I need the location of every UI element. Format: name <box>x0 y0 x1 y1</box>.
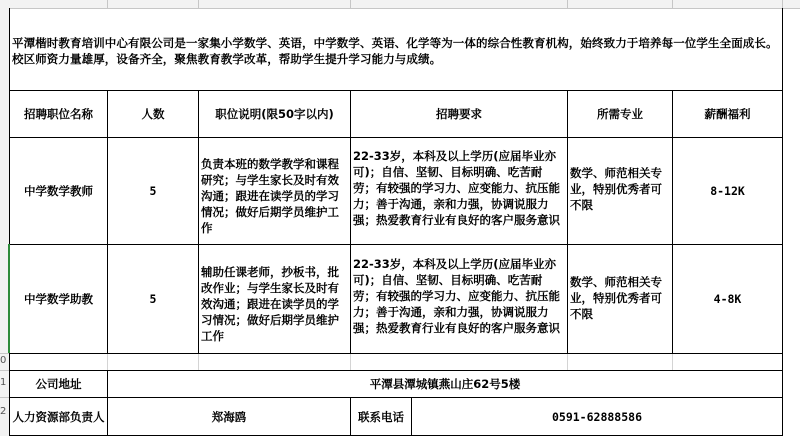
header-salary[interactable]: 薪酬福利 <box>704 107 751 121</box>
header-count[interactable]: 人数 <box>141 107 165 121</box>
phone-label[interactable]: 联系电话 <box>358 409 404 424</box>
job-salary[interactable]: 8-12K <box>710 184 745 198</box>
job-description[interactable]: 负责本班的数学教学和课程研究；与学生家长及时有效沟通；跟进在读学员的学习情况；做好后期学员维护工作 <box>201 157 339 235</box>
header-position[interactable]: 招聘职位名称 <box>24 107 93 121</box>
address-value[interactable]: 平潭县潭城镇燕山庄62号5楼 <box>369 377 521 391</box>
row-number-12[interactable]: 2 <box>0 406 7 417</box>
address-label[interactable]: 公司地址 <box>35 377 82 391</box>
row-number-10[interactable]: 0 <box>0 355 7 366</box>
job-description[interactable]: 辅助任课老师，抄板书，批改作业；与学生家长及时有效沟通；跟进在读学员的学习情况；做好后期学员维护工作 <box>201 265 339 343</box>
job-major[interactable]: 数学、师范相关专业，特别优秀者可不限 <box>570 166 662 212</box>
phone-value[interactable]: 0591-62888586 <box>551 409 642 424</box>
job-requirements[interactable]: 22-33岁，本科及以上学历(应届毕业亦可)；自信、坚韧、目标明确、吃苦耐劳；有较强的学习力、应变能力、抗压能力；善于沟通，亲和力强，协调说服力强；热爱教育行业有良好的客户服务意识 <box>353 257 560 335</box>
job-salary[interactable]: 4-8K <box>713 292 742 306</box>
header-description[interactable]: 职位说明(限50字以内) <box>215 107 334 121</box>
hr-label[interactable]: 人力资源部负责人 <box>12 409 105 424</box>
job-count[interactable]: 5 <box>149 184 157 198</box>
job-requirements[interactable]: 22-33岁，本科及以上学历(应届毕业亦可)；自信、坚韧、目标明确、吃苦耐劳；有较强的学习力、应变能力、抗压能力；善于沟通，亲和力强，协调说服力强；热爱教育行业有良好的客户服务意识 <box>353 149 560 227</box>
job-major[interactable]: 数学、师范相关专业，特别优秀者可不限 <box>570 275 662 321</box>
job-count[interactable]: 5 <box>149 292 157 306</box>
job-position[interactable]: 中学数学教师 <box>24 184 93 198</box>
job-position[interactable]: 中学数学助教 <box>24 292 93 306</box>
header-major[interactable]: 所需专业 <box>597 107 643 121</box>
company-intro[interactable]: 平潭楷时教育培训中心有限公司是一家集小学数学、英语，中学数学、英语、化学等为一体的综合性教育机构，始终致力于培养每一位学生全面成长。校区师资力量雄厚，设备齐全，聚焦教育教学改革，帮助学生提升学习能力与成绩。 <box>12 36 778 66</box>
row-number-11[interactable]: 1 <box>0 377 7 388</box>
header-requirements[interactable]: 招聘要求 <box>436 107 482 121</box>
hr-name[interactable]: 郑海鸥 <box>211 409 247 424</box>
column-header-strip <box>0 0 800 9</box>
